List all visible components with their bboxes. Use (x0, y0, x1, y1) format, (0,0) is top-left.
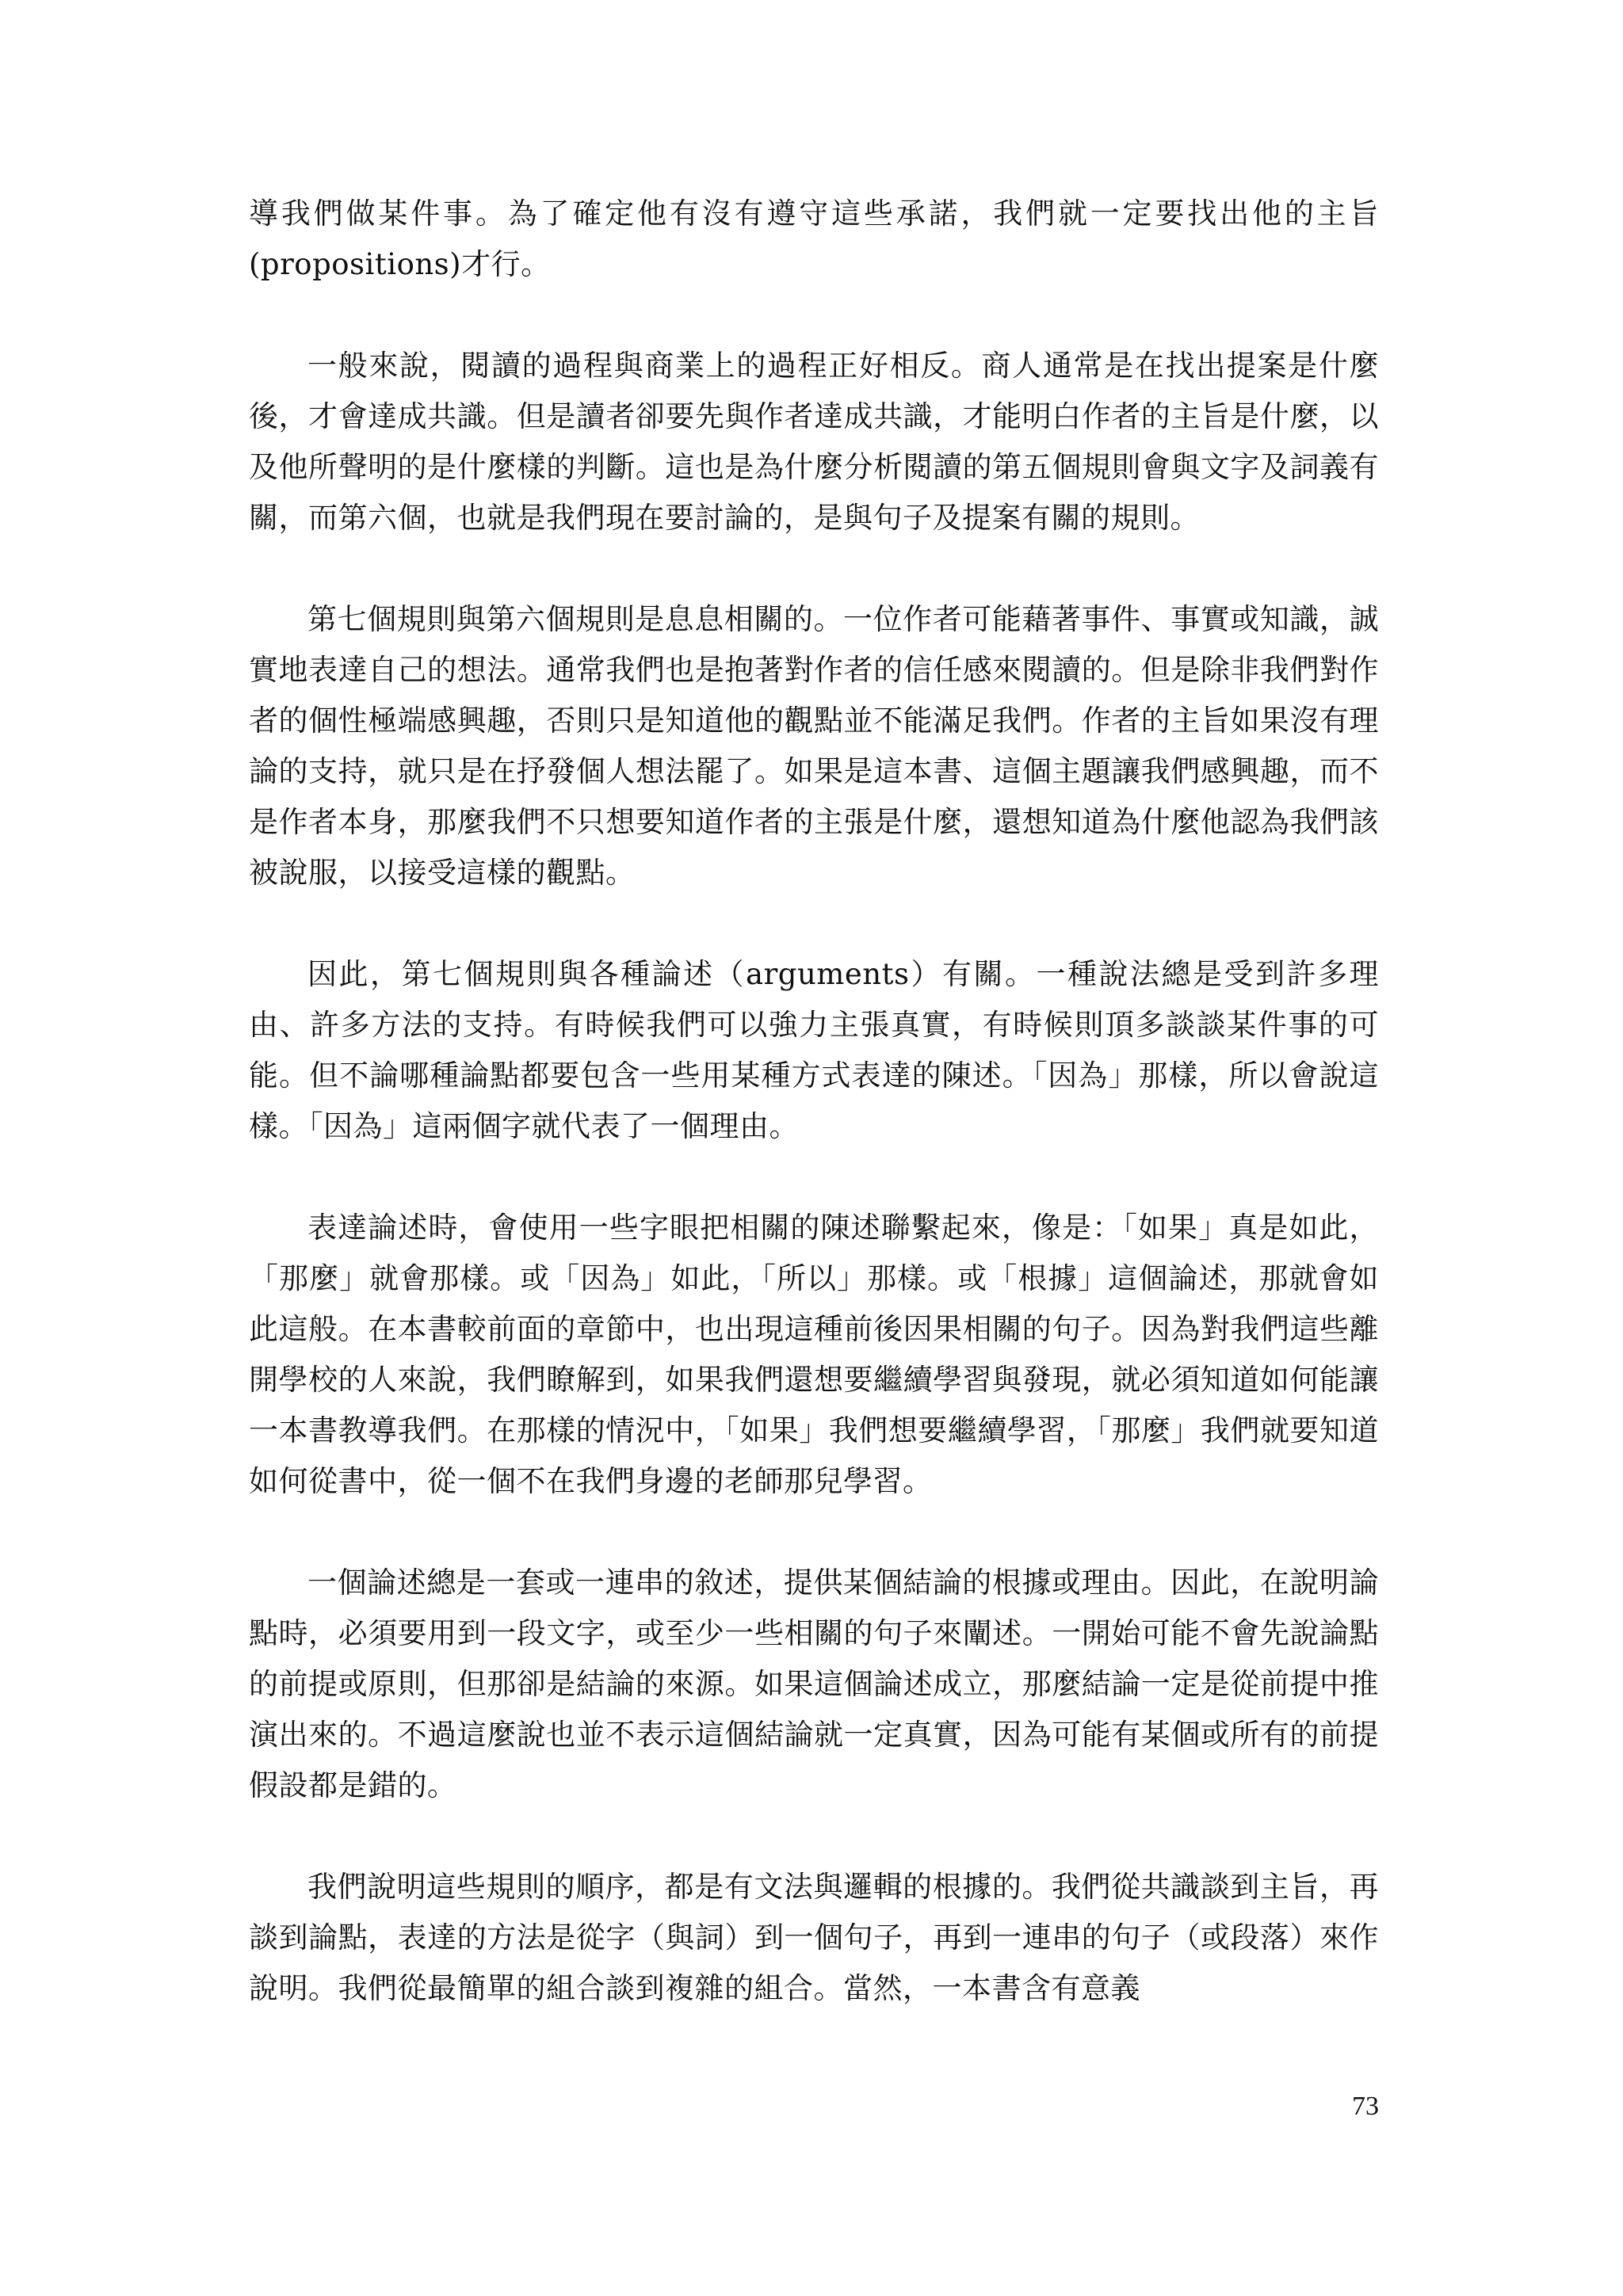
body-text (249, 189, 1379, 2065)
paragraph: 表達論述時，會使用一些字眼把相關的陳述聯繫起來，像是：「如果」真是如此，「那麼」就會那樣。或「因為」如此，「所以」那樣。或「根據」這個論述，那就會如此這般。在本書較前面的章節中，也出現這種前後因果相關的句子。因為對我們這些離開學校的人來說，我們瞭解到，如果我們還想要繼續學習與發現，就必須知道如何能讓一本書教導我們。在那樣的情況中，「如果」我們想要繼續學習，「那麼」我們就要知道如何從書中，從一個不在我們身邊的老師那兒學習。 (249, 1211, 1379, 1498)
paragraph: 因此，第七個規則與各種論述（arguments）有關。一種說法總是受到許多理由、許多方法的支持。有時候我們可以強力主張真實，有時候則頂多談談某件事的可能。但不論哪種論點都要包含一些用某種方式表達的陳述。「因為」那樣，所以會說這樣。「因為」這兩個字就代表了一個理由。 (249, 957, 1379, 1143)
paragraph: 一個論述總是一套或一連串的敘述，提供某個結論的根據或理由。因此，在說明論點時，必須要用到一段文字，或至少一些相關的句子來闡述。一開始可能不會先說論點的前提或原則，但那卻是結論的來源。如果這個論述成立，那麼結論一定是從前提中推演出來的。不過這麼說也並不表示這個結論就一定真實，因為可能有某個或所有的前提假設都是錯的。 (249, 1566, 1379, 1802)
paragraph: 我們說明這些規則的順序，都是有文法與邏輯的根據的。我們從共識談到主旨，再談到論點，表達的方法是從字（與詞）到一個句子，再到一連串的句子（或段落）來作說明。我們從最簡單的組合談到複雜的組合。當然，一本書含有意義 (249, 1870, 1379, 2005)
paragraph: 一般來說，閱讀的過程與商業上的過程正好相反。商人通常是在找出提案是什麼後，才會達成共識。但是讀者卻要先與作者達成共識，才能明白作者的主旨是什麼，以及他所聲明的是什麼樣的判斷。這也是為什麼分析閱讀的第五個規則會與文字及詞義有關，而第六個，也就是我們現在要討論的，是與句子及提案有關的規則。 (249, 349, 1379, 535)
paragraph-continuation: 導我們做某件事。為了確定他有沒有遵守這些承諾，我們就一定要找出他的主旨(propositions)才行。 (249, 196, 1379, 281)
page-number: 73 (1352, 2092, 1379, 2121)
paragraph: 第七個規則與第六個規則是息息相關的。一位作者可能藉著事件、事實或知識，誠實地表達自己的想法。通常我們也是抱著對作者的信任感來閱讀的。但是除非我們對作者的個性極端感興趣，否則只是知道他的觀點並不能滿足我們。作者的主旨如果沒有理論的支持，就只是在抒發個人想法罷了。如果是這本書、這個主題讓我們感興趣，而不是作者本身，那麼我們不只想要知道作者的主張是什麼，還想知道為什麼他認為我們該被說服，以接受這樣的觀點。 (249, 602, 1379, 890)
